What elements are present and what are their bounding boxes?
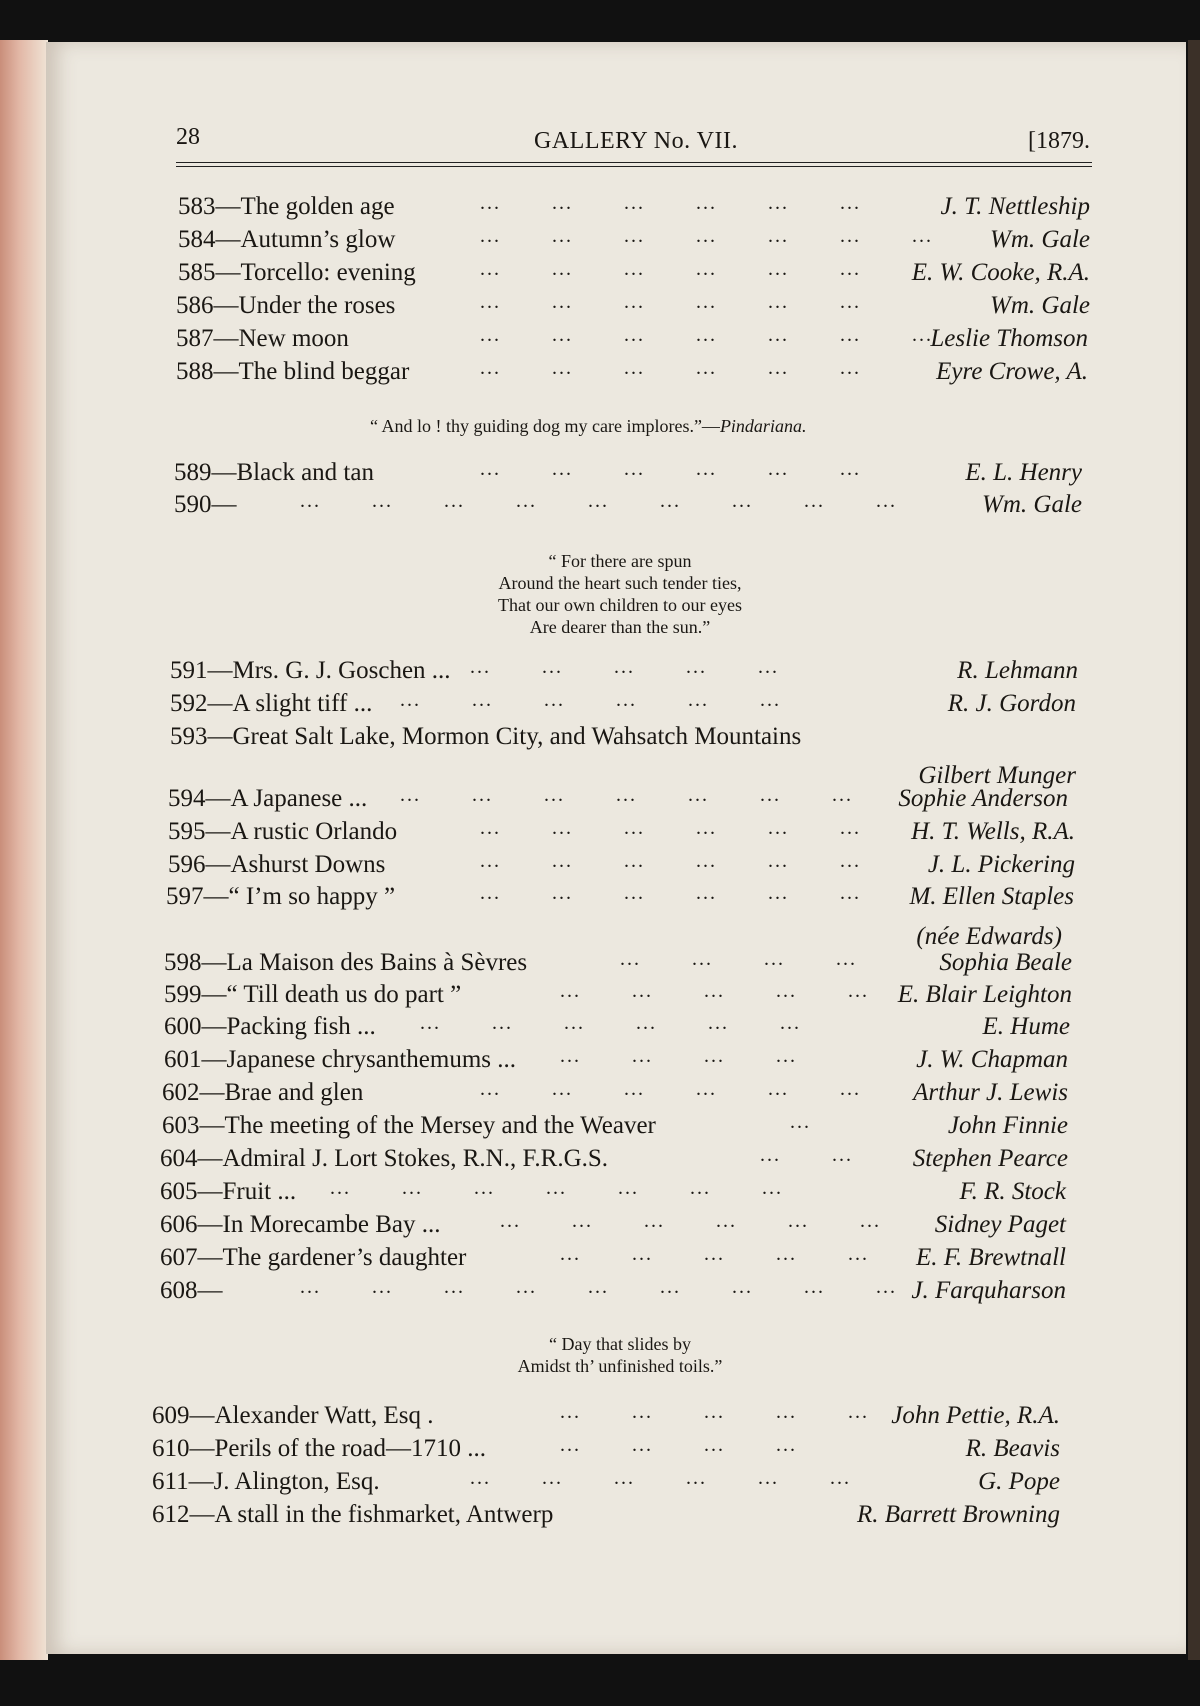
entry-title: 599—“ Till death us do part ” xyxy=(164,981,462,1008)
dot-leaders: ... ... ... ... ... ... xyxy=(500,1210,881,1232)
entry-artist: Eyre Crowe, A. xyxy=(936,358,1088,385)
entry-title: 610—Perils of the road—1710 ... xyxy=(152,1435,486,1462)
running-title: GALLERY No. VII. xyxy=(534,128,738,154)
entry-artist: E. W. Cooke, R.A. xyxy=(911,259,1090,286)
dot-leaders: ... ... ... ... ... ... xyxy=(480,192,861,214)
page-number: 28 xyxy=(176,124,200,150)
catalogue-entry xyxy=(176,291,1100,321)
dot-leaders: ... ... ... ... ... ... xyxy=(480,817,861,839)
dot-leaders: ... ... ... ... ... ... ... xyxy=(330,1177,783,1199)
dot-leaders: ... ... ... ... ... ... xyxy=(480,291,861,313)
dot-leaders: ... ... ... ... ... xyxy=(560,1401,869,1423)
catalogue-entry xyxy=(170,722,1100,752)
catalogue-entry xyxy=(176,324,1100,354)
entry-artist: John Pettie, R.A. xyxy=(891,1402,1060,1429)
quote-line: That our own children to our eyes xyxy=(498,595,742,615)
catalogue-entry xyxy=(162,1111,1100,1141)
dot-leaders: ... ... ... ... ... ... xyxy=(470,1467,851,1489)
entry-title: 600—Packing fish ... xyxy=(164,1013,376,1040)
entry-title: 602—Brae and glen xyxy=(162,1079,364,1106)
entry-artist: J. W. Chapman xyxy=(916,1046,1068,1073)
year-label: [1879. xyxy=(1028,128,1090,154)
catalogue-entry xyxy=(164,948,1100,978)
quote-line: Amidst th’ unfinished toils.” xyxy=(517,1356,723,1376)
dot-leaders: ... ... ... ... ... ... xyxy=(480,357,861,379)
dot-leaders: ... ... ... ... ... ... xyxy=(400,689,781,711)
entry-artist: J. Farquharson xyxy=(911,1277,1066,1304)
entry-title: 583—The golden age xyxy=(178,193,395,220)
entry-artist: Sophie Anderson xyxy=(898,785,1068,812)
book-binding-left xyxy=(0,40,48,1660)
quote-source: Pindariana. xyxy=(719,416,807,436)
entry-title: 612—A stall in the fishmarket, Antwerp xyxy=(152,1501,554,1528)
entry-title: 584—Autumn’s glow xyxy=(178,226,396,253)
catalogue-entry xyxy=(178,258,1100,288)
quote-590 xyxy=(440,550,800,638)
entry-artist: J. L. Pickering xyxy=(927,851,1075,878)
dot-leaders: ... ... ... ... ... ... ... ... ... xyxy=(300,1276,897,1298)
entry-artist: Arthur J. Lewis xyxy=(913,1079,1068,1106)
header-rule xyxy=(176,166,1092,167)
catalogue-entry xyxy=(174,458,1100,488)
catalogue-entry xyxy=(168,817,1100,847)
catalogue-entry xyxy=(164,980,1100,1010)
entry-artist: F. R. Stock xyxy=(959,1178,1066,1205)
entry-597-artist-cont: (née Edwards) xyxy=(916,923,1062,950)
page-header xyxy=(176,124,1096,164)
entry-artist: M. Ellen Staples xyxy=(909,883,1074,910)
catalogue-entry xyxy=(174,490,1100,520)
entry-593-artist: Gilbert Munger xyxy=(918,762,1076,789)
catalogue-entry xyxy=(178,192,1100,222)
dot-leaders: ... ... ... ... xyxy=(560,1434,797,1456)
entry-artist: Stephen Pearce xyxy=(912,1145,1068,1172)
entry-artist: R. J. Gordon xyxy=(947,690,1076,717)
dot-leaders: ... ... ... ... ... ... ... xyxy=(400,784,853,806)
entry-title: 588—The blind beggar xyxy=(176,358,410,385)
dot-leaders: ... ... ... ... ... ... xyxy=(420,1012,801,1034)
catalogue-entry xyxy=(170,656,1100,686)
entry-artist: E. Blair Leighton xyxy=(897,981,1072,1008)
catalogue-entry xyxy=(152,1434,1100,1464)
entry-artist: E. F. Brewtnall xyxy=(916,1244,1066,1271)
entry-title: 597—“ I’m so happy ” xyxy=(166,883,396,910)
entry-title: 609—Alexander Watt, Esq . xyxy=(152,1402,434,1429)
dot-leaders: ... ... ... ... ... ... ... xyxy=(480,225,933,247)
catalogue-entry xyxy=(162,1078,1100,1108)
catalogue-entry xyxy=(160,1177,1100,1207)
catalogue-entry xyxy=(170,689,1100,719)
entry-title: 585—Torcello: evening xyxy=(178,259,416,286)
quote-588 xyxy=(370,416,806,437)
dot-leaders: ... ... ... ... ... xyxy=(560,1243,869,1265)
entry-artist: G. Pope xyxy=(978,1468,1060,1495)
entry-artist: R. Lehmann xyxy=(957,657,1078,684)
dot-leaders: ... ... ... ... ... ... ... ... ... xyxy=(300,490,897,512)
catalogue-entry xyxy=(152,1467,1100,1497)
entry-title: 603—The meeting of the Mersey and the Weaver xyxy=(162,1112,656,1139)
entry-title: 593—Great Salt Lake, Mormon City, and Wahsatch Mountains xyxy=(170,723,802,750)
entry-artist: Sophia Beale xyxy=(939,949,1072,976)
entry-artist: E. L. Henry xyxy=(965,459,1082,486)
catalogue-entry xyxy=(160,1276,1100,1306)
catalogue-entry xyxy=(160,1144,1100,1174)
entry-title: 590— xyxy=(174,491,237,518)
quote-line: “ For there are spun xyxy=(548,551,692,571)
entry-artist: R. Barrett Browning xyxy=(856,1501,1060,1528)
dot-leaders: ... ... ... ... ... ... xyxy=(480,850,861,872)
dot-leaders: ... ... ... ... ... ... xyxy=(480,882,861,904)
entry-title: 587—New moon xyxy=(176,325,349,352)
entry-artist: R. Beavis xyxy=(965,1435,1060,1462)
entry-title: 607—The gardener’s daughter xyxy=(160,1244,467,1271)
dot-leaders: ... ... ... ... ... ... xyxy=(480,458,861,480)
dot-leaders: ... ... ... ... xyxy=(620,948,857,970)
dot-leaders: ... ... ... ... ... xyxy=(560,980,869,1002)
catalogue-entry xyxy=(152,1401,1100,1431)
entry-artist: E. Hume xyxy=(982,1013,1070,1040)
dot-leaders: ... ... ... ... ... ... ... xyxy=(480,324,933,346)
catalogue-entry xyxy=(176,357,1100,387)
entry-artist: Sidney Paget xyxy=(934,1211,1066,1238)
entry-title: 611—J. Alington, Esq. xyxy=(152,1468,380,1495)
entry-title: 606—In Morecambe Bay ... xyxy=(160,1211,441,1238)
entry-artist: Wm. Gale xyxy=(982,491,1082,518)
entry-artist: Leslie Thomson xyxy=(930,325,1088,352)
entry-artist: Wm. Gale xyxy=(990,226,1090,253)
catalogue-entry xyxy=(178,225,1100,255)
entry-title: 601—Japanese chrysanthemums ... xyxy=(164,1046,517,1073)
entry-title: 604—Admiral J. Lort Stokes, R.N., F.R.G.S. xyxy=(160,1145,609,1172)
quote-608 xyxy=(440,1333,800,1377)
book-binding-right xyxy=(1188,40,1200,1660)
entry-artist: J. T. Nettleship xyxy=(940,193,1090,220)
entry-artist: John Finnie xyxy=(947,1112,1068,1139)
entry-title: 592—A slight tiff ... xyxy=(170,690,373,717)
entry-title: 594—A Japanese ... xyxy=(168,785,368,812)
dot-leaders: ... ... xyxy=(760,1144,853,1166)
dot-leaders: ... ... ... ... ... xyxy=(470,656,779,678)
entry-title: 605—Fruit ... xyxy=(160,1178,297,1205)
entry-title: 595—A rustic Orlando xyxy=(168,818,398,845)
catalogue-entry xyxy=(166,882,1100,912)
quote-line: Around the heart such tender ties, xyxy=(498,573,742,593)
catalogue-entry xyxy=(164,1012,1100,1042)
catalogue-entry xyxy=(164,1045,1100,1075)
entry-title: 598—La Maison des Bains à Sèvres xyxy=(164,949,528,976)
catalogue-entry xyxy=(160,1243,1100,1273)
entry-title: 596—Ashurst Downs xyxy=(168,851,386,878)
header-rule xyxy=(176,162,1092,163)
entry-title: 608— xyxy=(160,1277,223,1304)
entry-artist: H. T. Wells, R.A. xyxy=(911,818,1075,845)
catalogue-entry xyxy=(160,1210,1100,1240)
catalogue-entry xyxy=(168,850,1100,880)
quote-text: “ And lo ! thy guiding dog my care implores.”— xyxy=(370,416,720,436)
entry-title: 589—Black and tan xyxy=(174,459,374,486)
dot-leaders: ... xyxy=(790,1111,811,1133)
entry-title: 591—Mrs. G. J. Goschen ... xyxy=(170,657,451,684)
dot-leaders: ... ... ... ... ... ... xyxy=(480,258,861,280)
entry-title: 586—Under the roses xyxy=(176,292,396,319)
quote-line: Are dearer than the sun.” xyxy=(529,617,711,637)
quote-line: “ Day that slides by xyxy=(549,1334,691,1354)
catalogue-entry xyxy=(152,1500,1100,1530)
dot-leaders: ... ... ... ... xyxy=(560,1045,797,1067)
dot-leaders: ... ... ... ... ... ... xyxy=(480,1078,861,1100)
entry-artist: Wm. Gale xyxy=(990,292,1090,319)
